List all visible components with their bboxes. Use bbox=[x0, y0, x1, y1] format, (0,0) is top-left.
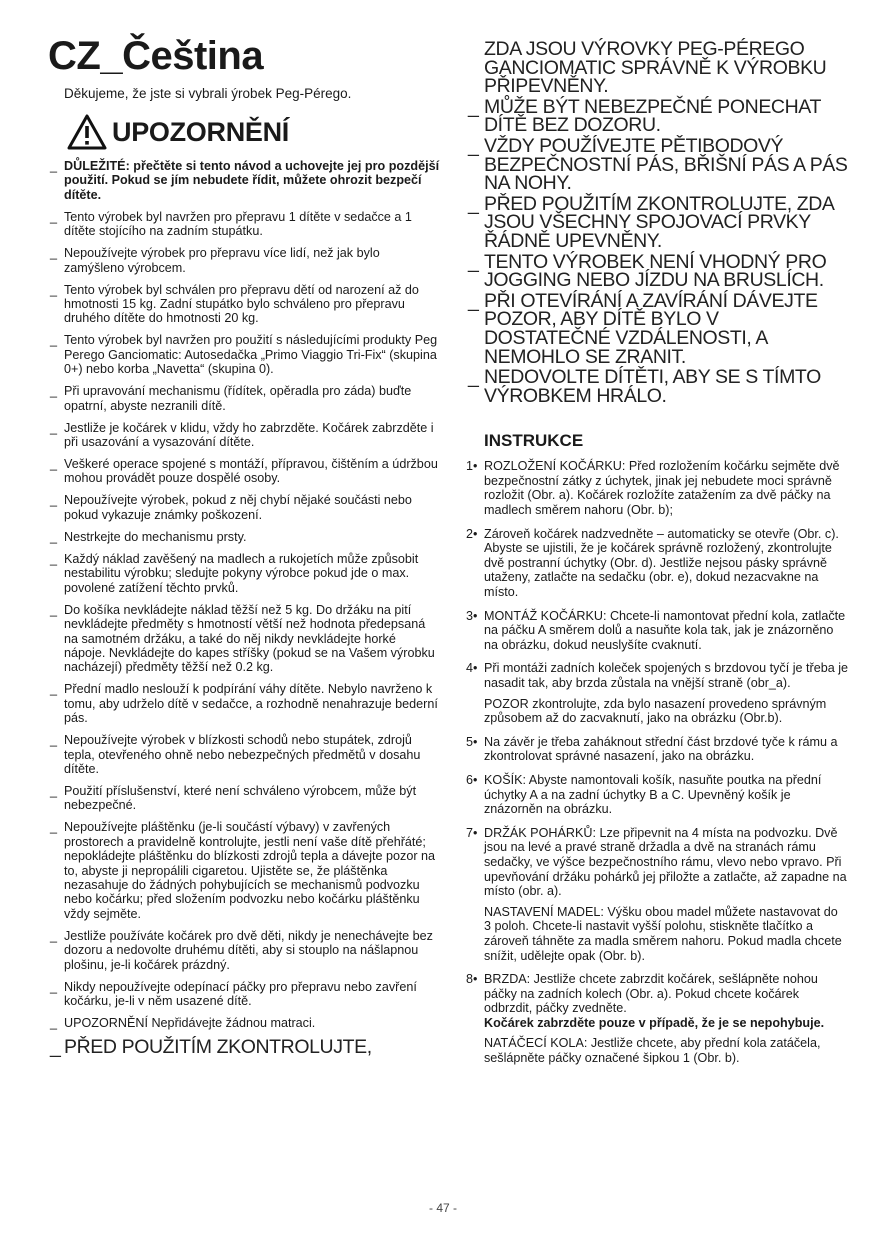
instruction-item bbox=[466, 609, 848, 653]
warning-item-text: Při upravování mechanismu (řídítek, opěradla pro záda) buďte opatrní, abyste nezranili dítě. bbox=[64, 384, 412, 413]
warning-item bbox=[48, 820, 440, 921]
instruction-text: MONTÁŽ KOČÁRKU: Chcete-li namontovat přední kola, zatlačte na páčku A směrem dolů a nasuňte kola tak, jak je znázorněno na obrázku, dokud neuslyšíte cvaknutí. bbox=[484, 608, 846, 652]
warning-item bbox=[48, 333, 440, 376]
warning-item bbox=[48, 283, 440, 326]
instruction-text: KOŠÍK: Abyste namontovali košík, nasuňte poutka na přední úchytky A a na zadní úchytky B a C. Upevněný košík je znázorněn na obrázku. bbox=[484, 772, 822, 817]
caps-warning-list bbox=[466, 40, 848, 405]
warning-item bbox=[48, 603, 440, 675]
warning-item-text: Jestliže je kočárek v klidu, vždy ho zabrzděte. Kočárek zabrzděte i při usazování a vysazování dítěte. bbox=[64, 420, 434, 450]
warning-item-text: Nepoužívejte výrobek pro přepravu více lidí, než jak bylo zamýšleno výrobcem. bbox=[64, 246, 380, 275]
warning-item bbox=[48, 733, 440, 776]
instruction-item bbox=[466, 661, 848, 725]
warning-item-text: Nikdy nepoužívejte odepínací páčky pro přepravu nebo zavření kočárku, je-li v něm usazené dítě. bbox=[64, 979, 417, 1008]
instruction-text: POZOR zkontrolujte, zda bylo nasazení provedeno správným způsobem až do zacvaknutí, jako na obrázku (Obr.b). bbox=[484, 696, 827, 726]
warning-item bbox=[48, 552, 440, 595]
instruction-item bbox=[466, 735, 848, 764]
left-column bbox=[48, 34, 440, 1057]
instruction-number: 3• bbox=[466, 608, 478, 623]
instruction-item bbox=[466, 773, 848, 817]
instruction-paragraph bbox=[484, 735, 848, 764]
instruction-text: ROZLOŽENÍ KOČÁRKU: Před rozložením kočárku sejměte dvě bezpečnostní zátky z úchytek, jinak jej nebudete moci správně rozložit (Obr. a). Kočárek rozložíte zatažením za dvě páčky na madlech směrem nahoru (Obr. b); bbox=[484, 459, 840, 518]
instruction-paragraph bbox=[484, 905, 848, 963]
instruction-bold-note: Kočárek zabrzděte pouze v případě, že je se nepohybuje. bbox=[484, 1015, 825, 1030]
instruction-paragraph bbox=[484, 527, 848, 600]
instruction-number: 4• bbox=[466, 661, 478, 676]
warning-item-text: Použití příslušenství, které není schváleno výrobcem, může být nebezpečné. bbox=[64, 783, 417, 813]
warning-item-text: Tento výrobek byl navržen pro přepravu 1 dítěte v sedačce a 1 dítěte stojícího na zadním stupátku. bbox=[64, 209, 412, 239]
caps-warning-item: _ VŽDY POUŽÍVEJTE PĚTIBODOVÝ BEZPEČNOSTNÍ PÁS, BŘIŠNÍ PÁS A PÁS NA NOHY. bbox=[466, 137, 848, 193]
instruction-text: Při montáži zadních koleček spojených s brzdovou tyčí je třeba je nasadit tak, aby brzda zůstala na vnější straně (obr_a). bbox=[484, 661, 849, 690]
warning-item bbox=[48, 784, 440, 813]
warning-item bbox=[48, 457, 440, 486]
warning-item-text: Nepoužívejte výrobek v blízkosti schodů nebo stupátek, zdrojů tepla, otevřeného ohně nebo nebezpečných předmětů v dosahu dítěte. bbox=[64, 733, 421, 776]
instruction-paragraph bbox=[484, 609, 848, 653]
instruction-paragraph bbox=[484, 972, 848, 1030]
instruction-number: 7• bbox=[466, 825, 478, 840]
warning-item-text: Každý náklad zavěšený na madlech a rukojetích může způsobit nestabilitu výrobku; sledujte pokyny výrobce pokud jde o max. povolené zatížení těchto prvků. bbox=[64, 551, 419, 595]
warning-item-text: Nestrkejte do mechanismu prsty. bbox=[64, 529, 247, 544]
caps-warning-item: _ PŘI OTEVÍRÁNÍ A ZAVÍRÁNÍ DÁVEJTE POZOR, ABY DÍTĚ BYLO V DOSTATEČNÉ VZDÁLENOSTI, A NEMOHLO SE ZRANIT. bbox=[466, 292, 848, 366]
warning-item-text: Do košíka nevkládejte náklad těžší než 5 kg. Do držáku na pití nevkládejte předměty s hmotností větší než hodnota předepsaná na samotném držáku, a také do něj nikdy nevkládejte horké nápoje. Nevkládejte do kapes stříšky (pokud se na Vašem výrobku nacházejí) předměty těžší než 0.2 kg. bbox=[64, 602, 435, 675]
instruction-paragraph bbox=[484, 459, 848, 517]
warning-title: UPOZORNĚNÍ bbox=[112, 116, 290, 147]
warning-item-text: UPOZORNĚNÍ Nepřidávejte žádnou matraci. bbox=[64, 1016, 316, 1030]
page-number: - 47 - bbox=[428, 1201, 457, 1215]
instruction-number: 6• bbox=[466, 772, 478, 787]
warning-item bbox=[48, 493, 440, 522]
instruction-item bbox=[466, 972, 848, 1066]
instruction-item bbox=[466, 459, 848, 517]
warning-item-text: Tento výrobek byl navržen pro použití s následujícími produkty Peg Perego Ganciomatic: Autosedačka „Primo Viaggio Tri-Fix“ (skupina 0+) nebo korba „Navetta“ (skupina 0). bbox=[64, 333, 438, 377]
instruction-number: 5• bbox=[466, 734, 478, 749]
warning-item bbox=[48, 384, 440, 413]
warning-item bbox=[48, 682, 440, 725]
warning-item bbox=[48, 159, 440, 202]
caps-warning-item: ZDA JSOU VÝROVKY PEG-PÉREGO GANCIOMATIC SPRÁVNĚ K VÝROBKU PŘIPEVNĚNY. bbox=[484, 38, 827, 98]
warning-item bbox=[48, 1016, 440, 1030]
warning-item bbox=[48, 530, 440, 544]
instruction-item bbox=[466, 826, 848, 963]
instruction-text: DRŽÁK POHÁRKŮ: Lze připevnit na 4 místa na podvozku. Dvě jsou na levé a pravé straně držadla a dvě na stranách rámu sedačky, ve výšce bezpečnostního rámu, vlevo nebo vpravo. Při upevňování držáku pohárků jej přiložte a zatlačte, až zapadne na místo (obr. a). bbox=[484, 825, 847, 899]
instruction-number: 2• bbox=[466, 526, 478, 541]
instruction-text: BRZDA: Jestliže chcete zabrzdit kočárek, sešlápněte nohou páčky na zadních kolech (Obr. a). Pokud chcete kočárek odbrzdit, páčky zvedněte. bbox=[484, 972, 818, 1016]
instruction-number: 8• bbox=[466, 972, 478, 987]
instruction-text: Zároveň kočárek nadzvedněte – automaticky se otevře (Obr. c). Abyste se ujistili, že je kočárek správně rozložený, zkontrolujte dvě postranní úchytky (Obr. d). Jestliže nejsou pásky správně utaženy, zatlačte na sedačku (obr. e), dokud nezacvakne na místo. bbox=[484, 526, 839, 600]
warning-item bbox=[48, 929, 440, 972]
instruction-paragraph bbox=[484, 773, 848, 817]
page-title: CZ_Čeština bbox=[48, 34, 264, 78]
instruction-paragraph bbox=[484, 826, 848, 899]
instruction-text: NASTAVENÍ MADEL: Výšku obou madel můžete nastavovat do 3 poloh. Chcete-li nastavit vyšší polohu, stiskněte tlačítko a zároveň táhněte za madla směrem nahoru. Pokud madla chcete snížit, udělejte opak (Obr. b). bbox=[484, 904, 842, 963]
warning-item bbox=[48, 980, 440, 1009]
warning-item-text: Nepoužívejte výrobek, pokud z něj chybí nějaké součásti nebo pokud vykazuje známky poškození. bbox=[64, 493, 412, 522]
caps-warning-item: _ PŘED POUŽITÍM ZKONTROLUJTE, ZDA JSOU VŠECHNY SPOJOVACÍ PRVKY ŘÁDNĚ UPEVNĚNY. bbox=[466, 195, 848, 251]
warning-item-text: Tento výrobek byl schválen pro přepravu dětí od narození až do hmotnosti 15 kg. Zadní stupátko bylo schváleno pro přepravu druhého dítěte do hmotnosti 20 kg. bbox=[64, 282, 419, 326]
instructions-title: INSTRUKCE bbox=[484, 431, 584, 451]
caps-warning-left: _ PŘED POUŽITÍM ZKONTROLUJTE, bbox=[48, 1038, 440, 1057]
instruction-number: 1• bbox=[466, 459, 478, 474]
instruction-item bbox=[466, 527, 848, 600]
warning-item-text: Jestliže používáte kočárek pro dvě děti, nikdy je nenechávejte bez dozoru a nedovolte druhému dítěti, aby si stouplo na nášlapnou plošinu, je-li kočárek prázdný. bbox=[64, 928, 433, 972]
intro-text: Děkujeme, že jste si vybrali ýrobek Peg-Pérego. bbox=[64, 86, 352, 101]
instruction-paragraph bbox=[484, 661, 848, 690]
instruction-paragraph bbox=[484, 1036, 848, 1065]
caps-warning-item: _ TENTO VÝROBEK NENÍ VHODNÝ PRO JOGGING NEBO JÍZDU NA BRUSLÍCH. bbox=[466, 253, 848, 290]
warning-item-text: Veškeré operace spojené s montáží, přípravou, čištěním a údržbou mohou provádět pouze dospělé osoby. bbox=[64, 457, 438, 486]
warning-triangle-icon bbox=[66, 113, 108, 151]
caps-warning-item: _ MŮŽE BÝT NEBEZPEČNÉ PONECHAT DÍTĚ BEZ DOZORU. bbox=[466, 98, 848, 135]
right-column bbox=[466, 40, 848, 1075]
instruction-paragraph bbox=[484, 697, 848, 726]
warning-item bbox=[48, 421, 440, 450]
warning-heading bbox=[66, 113, 440, 151]
warning-list bbox=[48, 159, 440, 1030]
caps-warning-item: _ NEDOVOLTE DÍTĚTI, ABY SE S TÍMTO VÝROBKEM HRÁLO. bbox=[466, 368, 848, 405]
instruction-text: NATÁČECÍ KOLA: Jestliže chcete, aby přední kola zatáčela, sešlápněte páčky označené šipkou 1 (Obr. b). bbox=[484, 1036, 821, 1066]
instruction-text: Na závěr je třeba zaháknout střední část brzdové tyče k rámu a zkontrolovat správné nasazení, jako na obrázku. bbox=[484, 734, 838, 764]
warning-item-bold: DŮLEŽITÉ: přečtěte si tento návod a uchovejte jej pro pozdější použití. Pokud se jím nebudete řídit, můžete ohrozit bezpečí dítěte. bbox=[64, 159, 440, 202]
instructions-list bbox=[466, 459, 848, 1065]
warning-item-text: Nepoužívejte pláštěnku (je-li součástí výbavy) v zavřených prostorech a pravidelně kontrolujte, jestli není vaše dítě přehřáté; nepokládejte pláštěnku do blízkosti zdrojů tepla a dávejte pozor na to, abyste ji nepropálili cigaretou. Ujistěte se, že pláštěnka nezasahuje do žádných pohybujících se mechanismů podvozku nebo kočárku; před složením podvozku nebo kočárku pláštěnku vždy sejměte. bbox=[64, 820, 436, 921]
warning-item-text: Přední madlo neslouží k podpírání váhy dítěte. Nebylo navrženo k tomu, aby udrželo dítě v sedačce, a rozhodně nenahrazuje bederní pás. bbox=[64, 682, 438, 726]
warning-item bbox=[48, 210, 440, 239]
warning-item bbox=[48, 246, 440, 275]
